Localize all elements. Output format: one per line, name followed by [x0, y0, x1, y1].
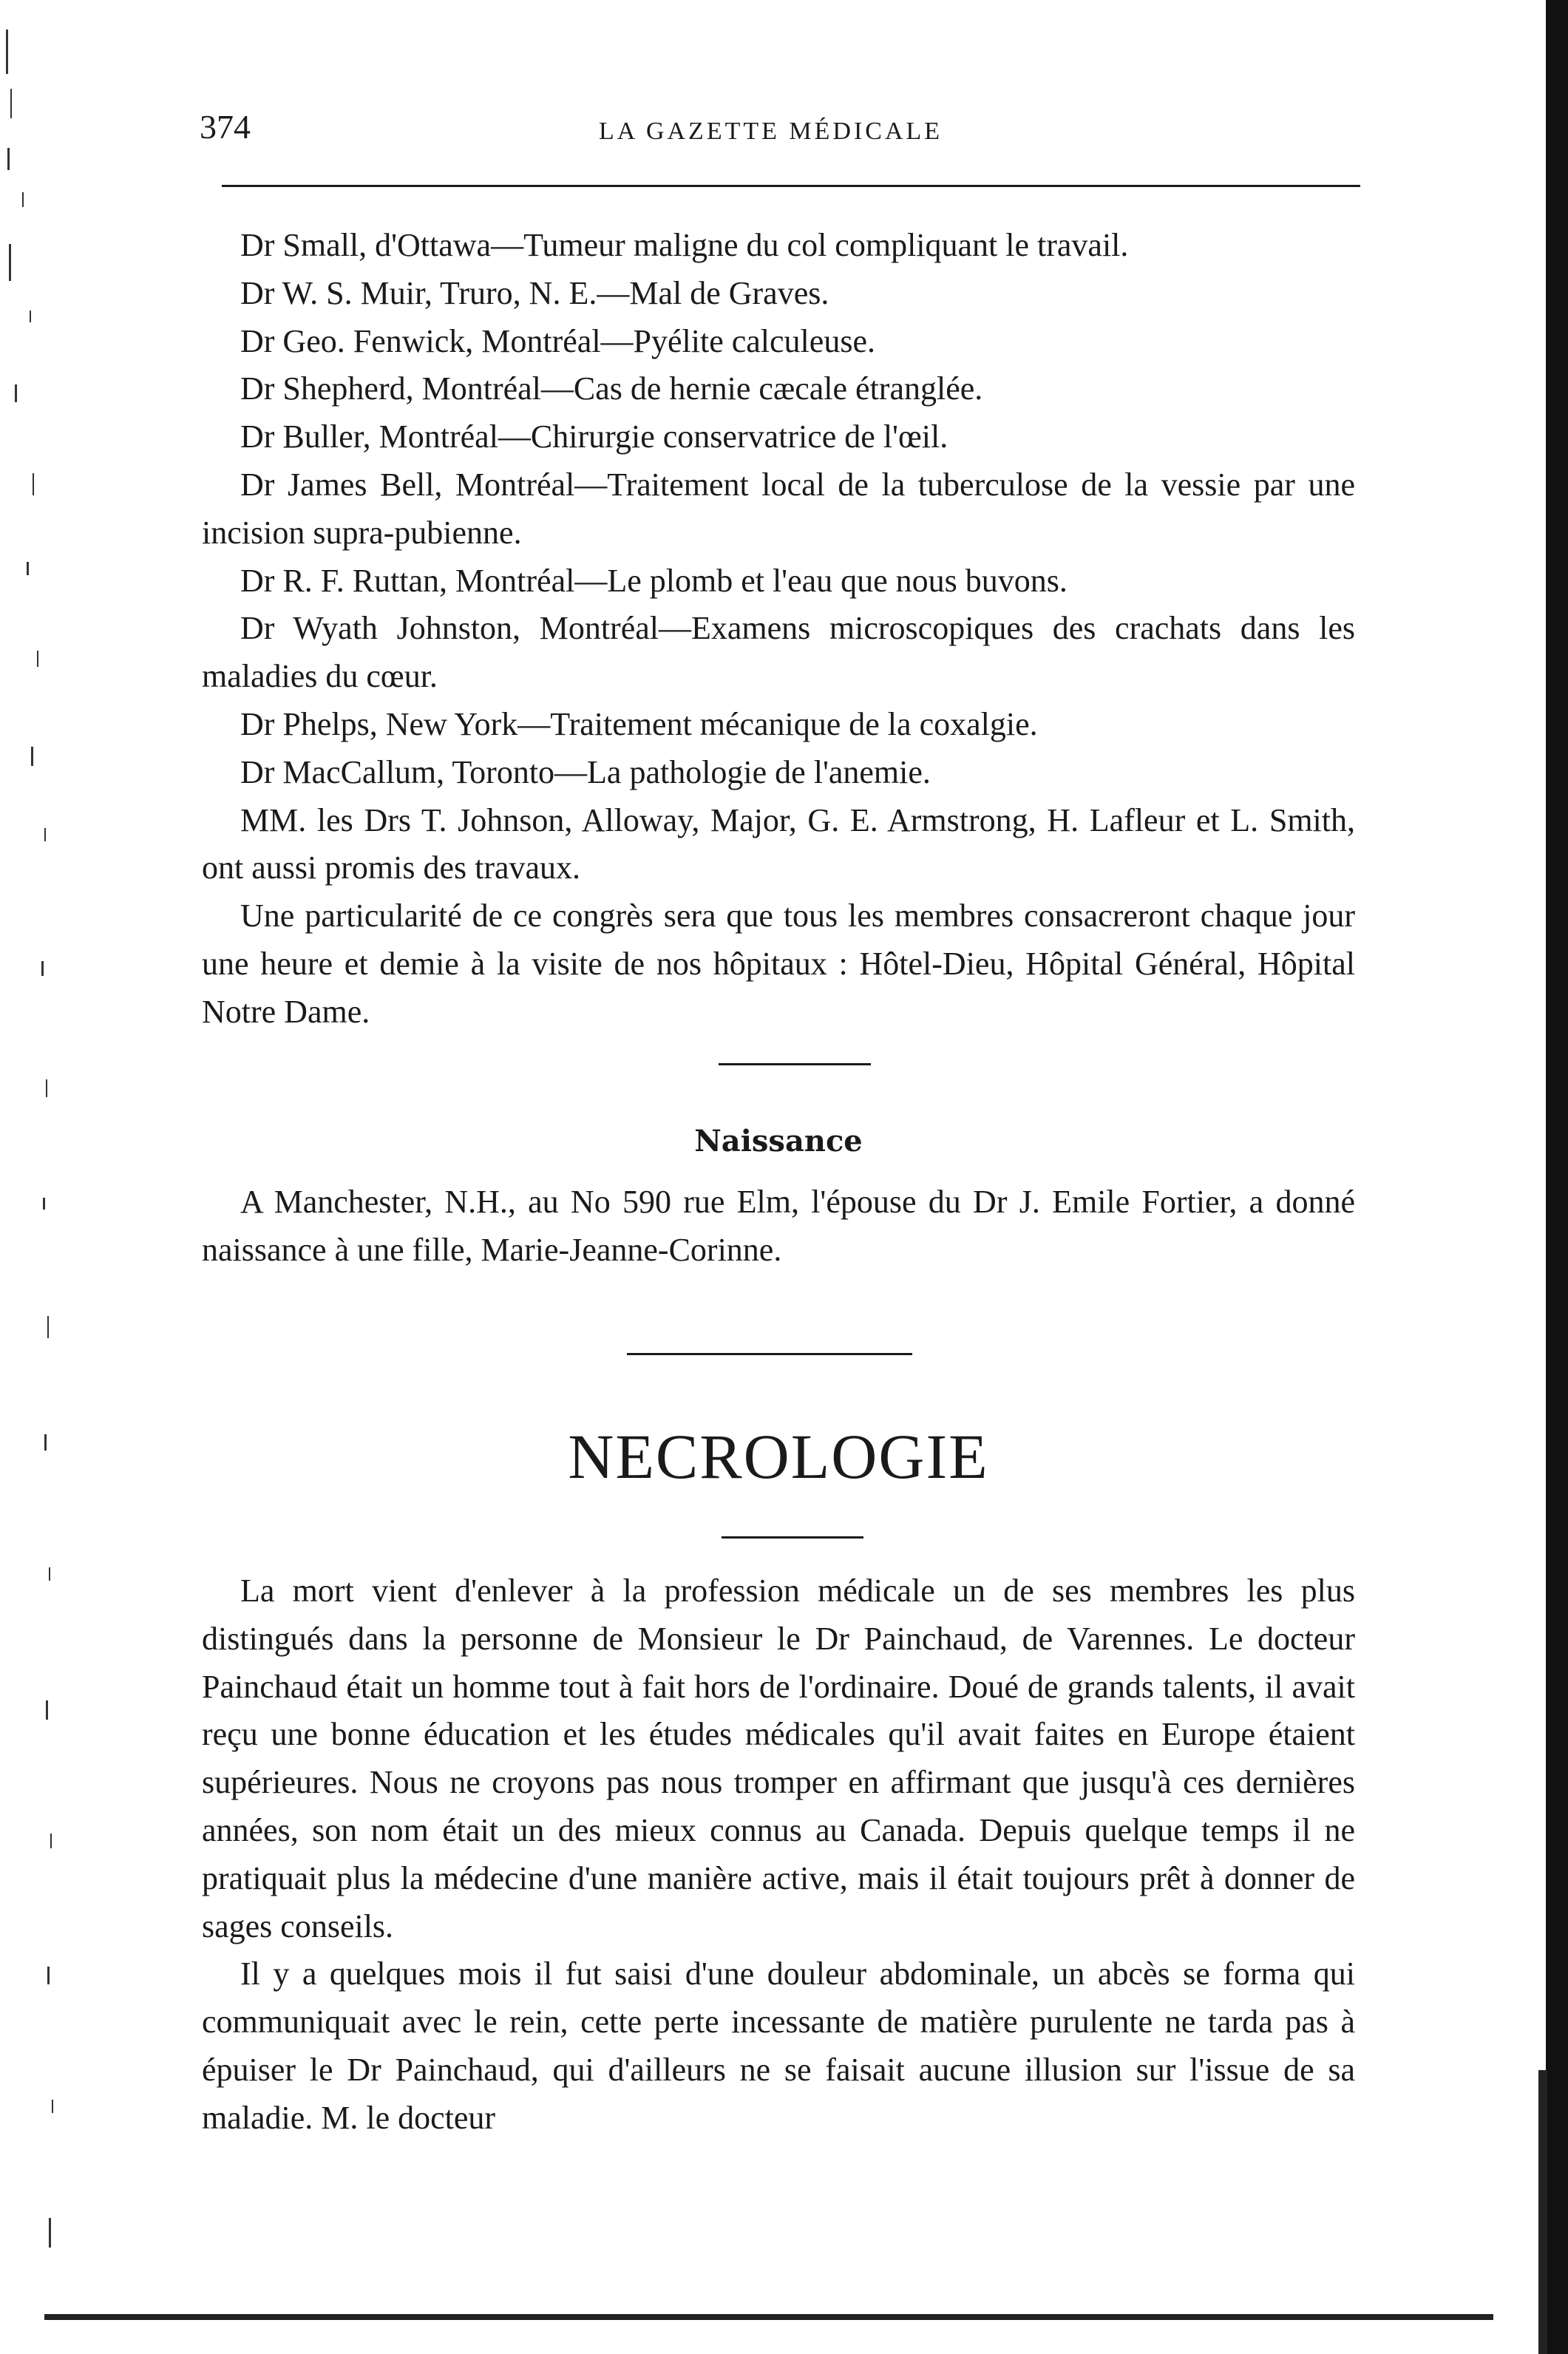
communication-item: Dr Wyath Johnston, Montréal—Examens microscopiques des crachats dans les maladies du cœur.: [202, 610, 1355, 695]
section-divider: [627, 1353, 912, 1355]
communication-item: Dr Small, d'Ottawa—Tumeur maligne du col compliquant le travail.: [240, 227, 1129, 263]
necrologie-article: [202, 1567, 1355, 2143]
communications-list: [202, 222, 1355, 1037]
communication-item: Dr Shepherd, Montréal—Cas de hernie cæcale étranglée.: [240, 370, 983, 407]
communication-item: Dr James Bell, Montréal—Traitement local de la tuberculose de la vessie par une incision supra-pubienne.: [202, 466, 1355, 551]
running-head: LA GAZETTE MÉDICALE: [599, 118, 943, 145]
communication-item: Dr W. S. Muir, Truro, N. E.—Mal de Graves.: [240, 274, 829, 311]
necrologie-paragraph: La mort vient d'enlever à la profession médicale un de ses membres les plus distingués dans la personne de Monsieur le Dr Painchaud, de Varennes. Le docteur Painchaud était un homme tout à fait hors de l'ordinaire. Doué de grands talents, il avait reçu une bonne éducation et les études médicales qu'il avait faites en Europe étaient supérieures. Nous ne croyons pas nous tromper en affirmant que jusqu'à ces dernières années, son nom était un des mieux connus au Canada. Depuis quelque temps il ne pratiquait plus la médecine d'une manière active, mais il était toujours prêt à donner de sages conseils.: [202, 1573, 1355, 1944]
necrologie-paragraph: Il y a quelques mois il fut saisi d'une douleur abdominale, un abcès se forma qui communiquait avec le rein, cette perte incessante de matière purulente ne tarda pas à épuiser le Dr Painchaud, qui d'ailleurs ne se faisait aucune illusion sur l'issue de sa maladie. M. le docteur: [202, 1956, 1355, 2136]
section-divider: [719, 1063, 871, 1065]
page-number: 374: [200, 108, 251, 146]
scan-edge-marks: [0, 0, 67, 2354]
page-bottom-edge: [44, 2314, 1493, 2320]
necrologie-heading: NECROLOGIE: [568, 1421, 989, 1492]
naissance-notice: [202, 1178, 1355, 1275]
communication-item: Une particularité de ce congrès sera que tous les membres consacreront chaque jour une heure et demie à la visite de nos hôpitaux : Hôtel-Dieu, Hôpital Général, Hôpital Notre Dame.: [202, 898, 1355, 1030]
header-rule: [222, 185, 1360, 187]
communication-item: Dr Buller, Montréal—Chirurgie conservatrice de l'œil.: [240, 418, 948, 455]
communication-item: MM. les Drs T. Johnson, Alloway, Major, G. E. Armstrong, H. Lafleur et L. Smith, ont aussi promis des travaux.: [202, 801, 1355, 886]
communication-item: Dr Phelps, New York—Traitement mécanique de la coxalgie.: [240, 705, 1038, 742]
naissance-heading: Naissance: [694, 1124, 863, 1159]
section-divider: [722, 1536, 863, 1539]
communication-item: Dr Geo. Fenwick, Montréal—Pyélite calculeuse.: [240, 322, 875, 359]
scan-binding-shadow: [1516, 0, 1568, 2354]
communication-item: Dr MacCallum, Toronto—La pathologie de l'anemie.: [240, 753, 931, 790]
naissance-text: A Manchester, N.H., au No 590 rue Elm, l'épouse du Dr J. Emile Fortier, a donné naissance à une fille, Marie-Jeanne-Corinne.: [202, 1184, 1355, 1268]
communication-item: Dr R. F. Ruttan, Montréal—Le plomb et l'eau que nous buvons.: [240, 562, 1068, 599]
page-header: [200, 107, 1353, 159]
